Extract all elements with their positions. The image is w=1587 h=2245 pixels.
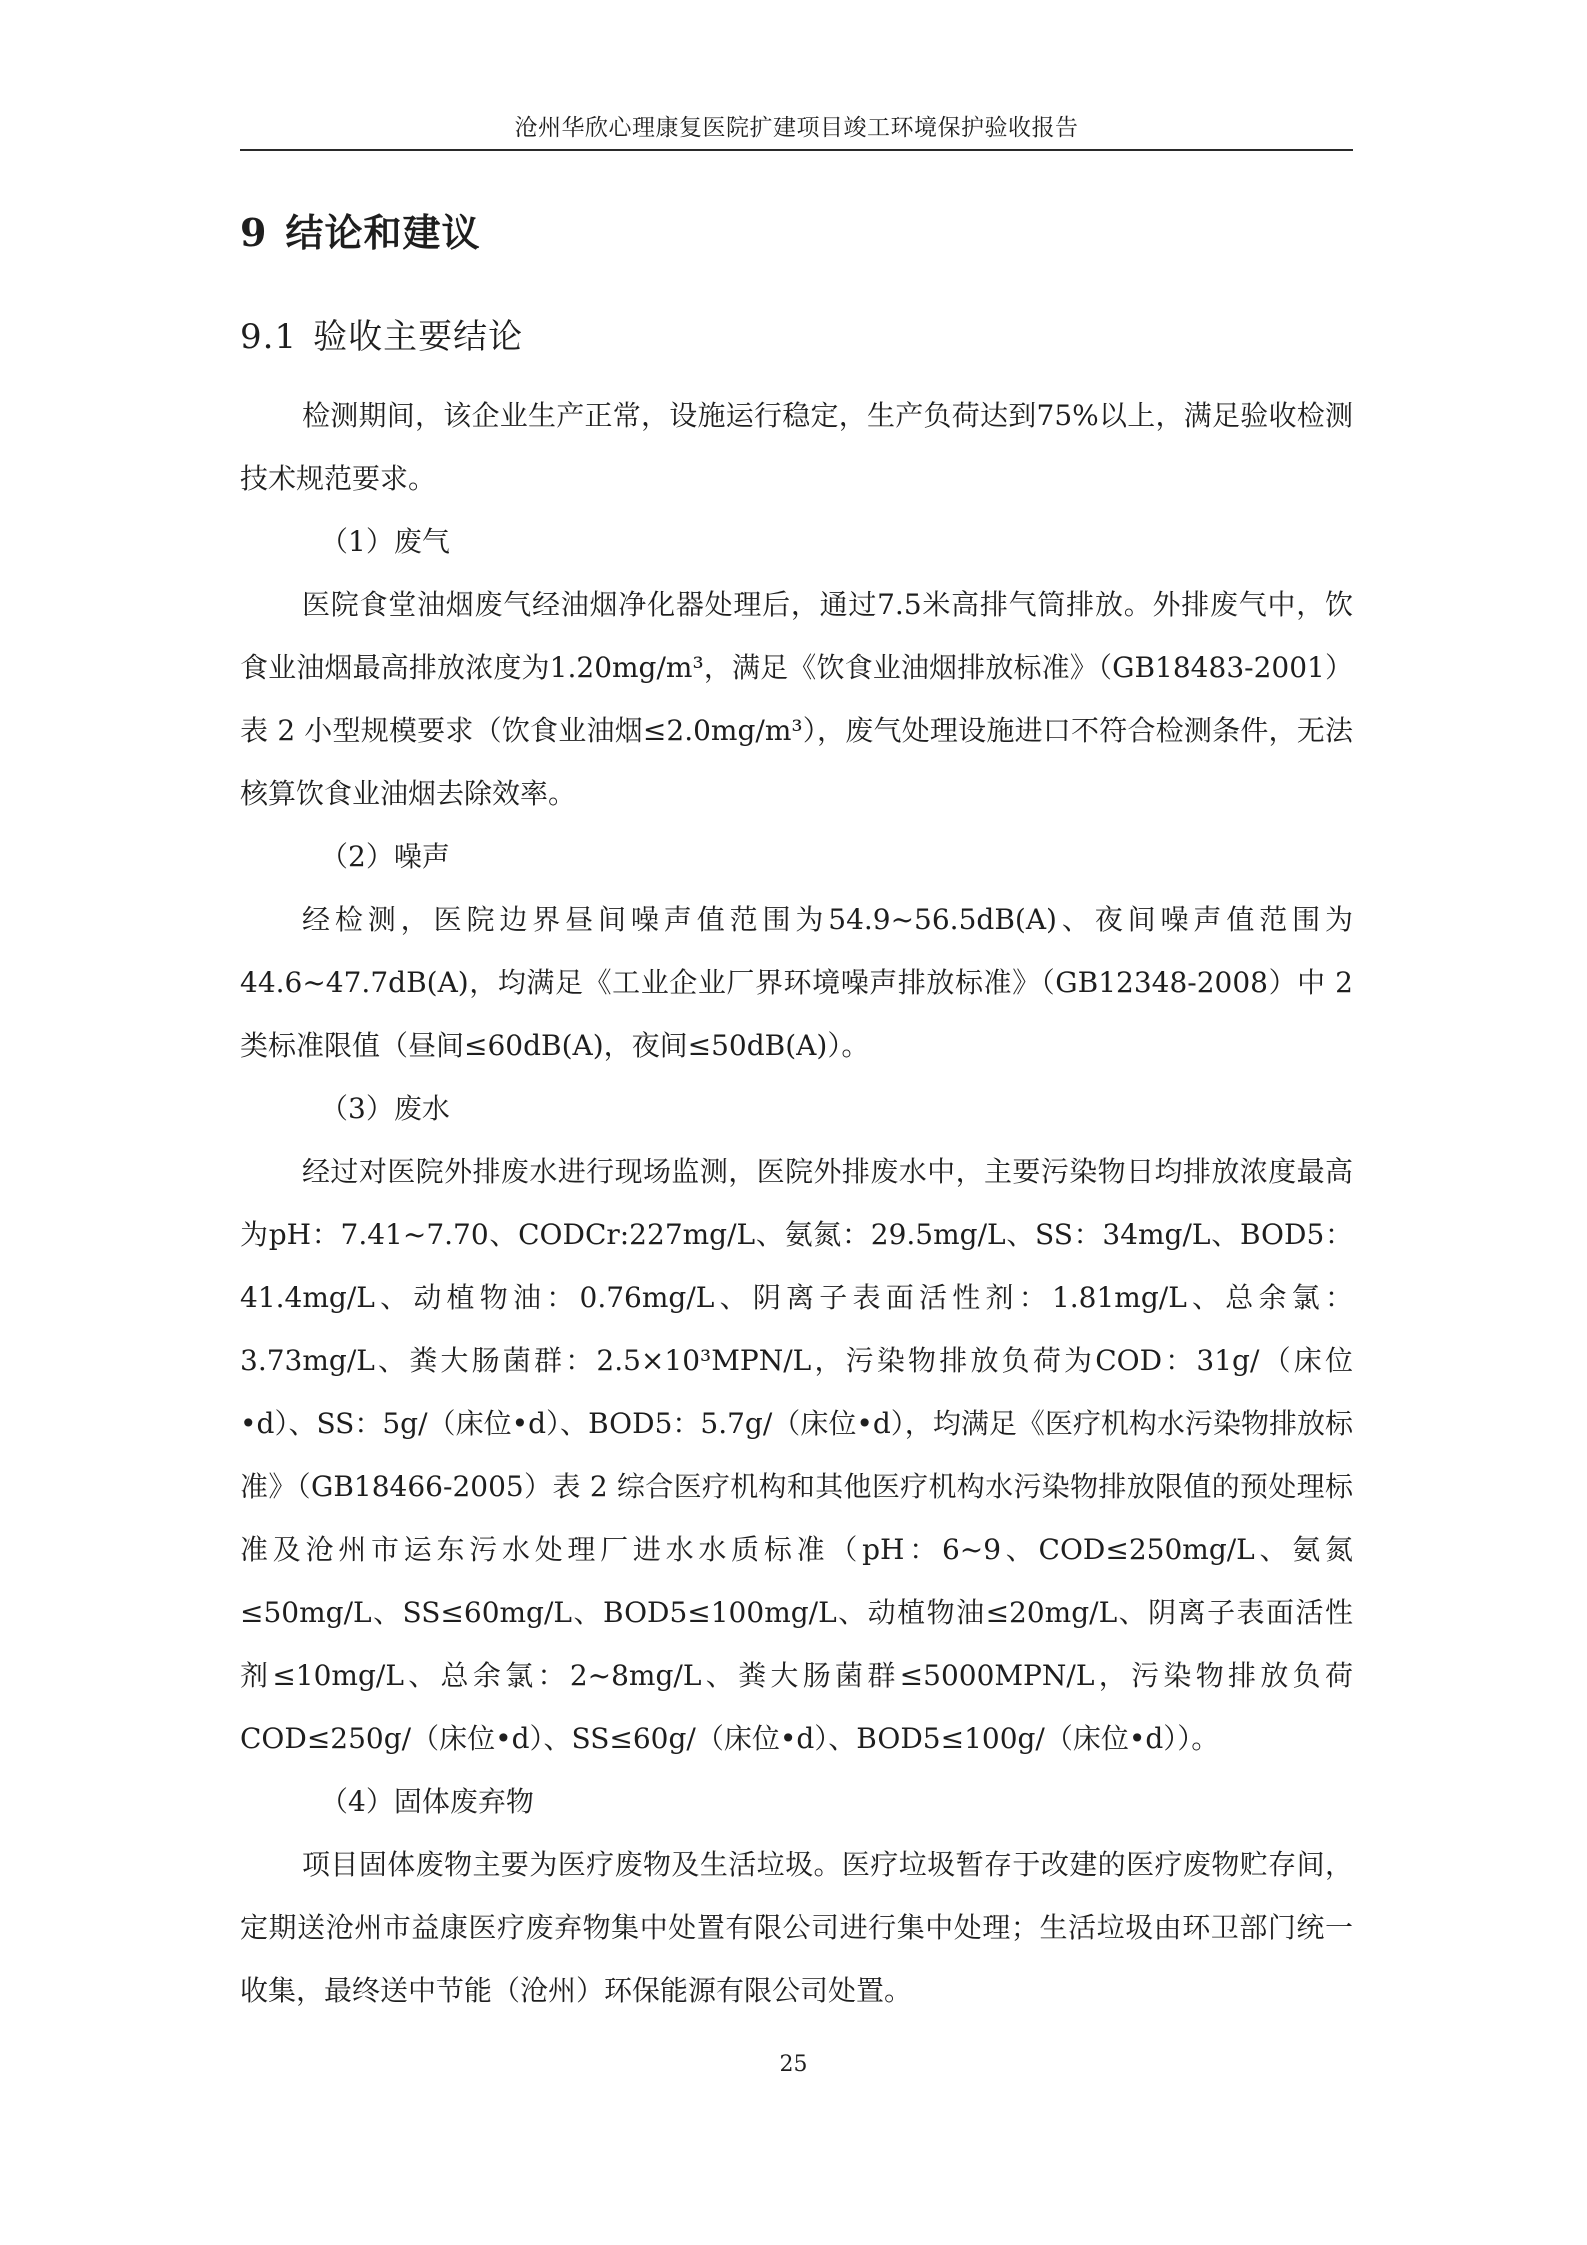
intro-paragraph: 检测期间，该企业生产正常，设施运行稳定，生产负荷达到75%以上，满足验收检测技术规范要求。 xyxy=(240,399,1353,495)
body-content xyxy=(240,384,1353,2022)
header-divider xyxy=(240,149,1353,151)
paragraph-noise: 经检测，医院边界昼间噪声值范围为54.9~56.5dB(A)、夜间噪声值范围为44.6~47.7dB(A)，均满足《工业企业厂界环境噪声排放标准》（GB12348-2008）中 2 类标准限值（昼间≤60dB(A)，夜间≤50dB(A)）。 xyxy=(240,903,1353,1062)
chapter-title-text: 结论和建议 xyxy=(285,210,481,255)
section-number: 9.1 xyxy=(240,317,298,357)
paragraph-wastewater: 经过对医院外排废水进行现场监测，医院外排废水中，主要污染物日均排放浓度最高为pH：7.41~7.70、CODCr:227mg/L、氨氮：29.5mg/L、SS：34mg/L、BOD5：41.4mg/L、动植物油：0.76mg/L、阴离子表面活性剂：1.81mg/L、总余氯：3.73mg/L、粪大肠菌群：2.5×10³MPN/L，污染物排放负荷为COD：31g/（床位•d）、SS：5g/（床位•d）、BOD5：5.7g/（床位•d），均满足《医疗机构水污染物排放标准》（GB18466-2005）表 2 综合医疗机构和其他医疗机构水污染物排放限值的预处理标准及沧州市运东污水处理厂进水水质标准（pH：6~9、COD≤250mg/L、氨氮≤50mg/L、SS≤60mg/L、BOD5≤100mg/L、动植物油≤20mg/L、阴离子表面活性剂≤10mg/L、总余氯：2~8mg/L、粪大肠菌群≤5000MPN/L，污染物排放负荷COD≤250g/（床位•d）、SS≤60g/（床位•d）、BOD5≤100g/（床位•d））。 xyxy=(240,1155,1353,1755)
chapter-number: 9 xyxy=(240,210,268,255)
item-heading-noise: （2）噪声 xyxy=(320,840,450,873)
item-heading-solid-waste: （4）固体废弃物 xyxy=(320,1785,534,1818)
item-heading-wastewater: （3）废水 xyxy=(320,1092,450,1125)
paragraph-exhaust-gas: 医院食堂油烟废气经油烟净化器处理后，通过7.5米高排气筒排放。外排废气中，饮食业油烟最高排放浓度为1.20mg/m³，满足《饮食业油烟排放标准》（GB18483-2001）表 2 小型规模要求（饮食业油烟≤2.0mg/m³），废气处理设施进口不符合检测条件，无法核算饮食业油烟去除效率。 xyxy=(240,588,1353,810)
chapter-title xyxy=(240,207,480,259)
section-title xyxy=(240,313,523,361)
page-number: 25 xyxy=(779,2052,808,2077)
page-header: 沧州华欣心理康复医院扩建项目竣工环境保护验收报告 xyxy=(514,115,1079,141)
paragraph-solid-waste: 项目固体废物主要为医疗废物及生活垃圾。医疗垃圾暂存于改建的医疗废物贮存间，定期送沧州市益康医疗废弃物集中处置有限公司进行集中处理；生活垃圾由环卫部门统一收集，最终送中节能（沧州）环保能源有限公司处置。 xyxy=(240,1848,1353,2007)
section-title-text: 验收主要结论 xyxy=(313,317,524,357)
item-heading-exhaust-gas: （1）废气 xyxy=(320,525,450,558)
